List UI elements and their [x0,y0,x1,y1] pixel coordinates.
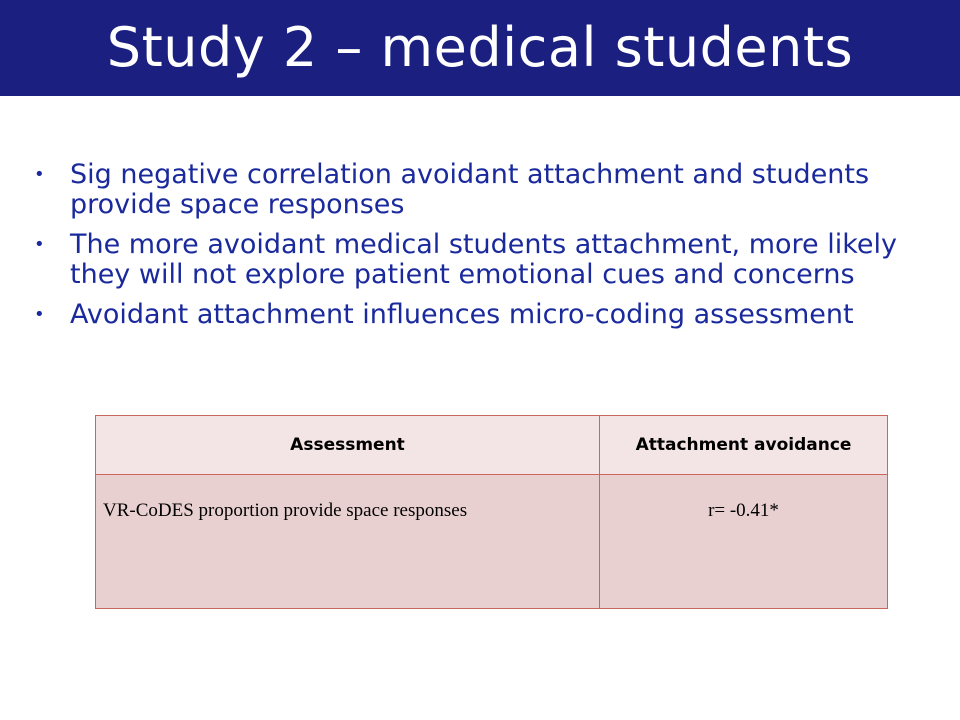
bullet-dot-icon: • [34,164,45,185]
header-assessment: Assessment [96,416,600,475]
results-table [95,415,888,609]
bullet-dot-icon: • [34,304,45,325]
bullet-item [34,300,914,330]
bullet-text: Avoidant attachment influences micro-coding assessment [70,299,854,330]
bullet-item [34,230,914,290]
table-header-row [96,416,888,475]
header-attachment-avoidance: Attachment avoidance [600,416,888,475]
cell-assessment: VR-CoDES proportion provide space responses [96,475,600,609]
bullet-list [34,160,914,340]
slide-title: Study 2 – medical students [106,16,854,79]
bullet-dot-icon: • [34,234,45,255]
cell-correlation: r= -0.41* [600,475,888,609]
table-row [96,475,888,609]
bullet-text: The more avoidant medical students attachment, more likely they will not explore patient emotional cues and concerns [70,229,898,290]
bullet-text: Sig negative correlation avoidant attachment and students provide space responses [70,159,870,220]
bullet-item [34,160,914,220]
